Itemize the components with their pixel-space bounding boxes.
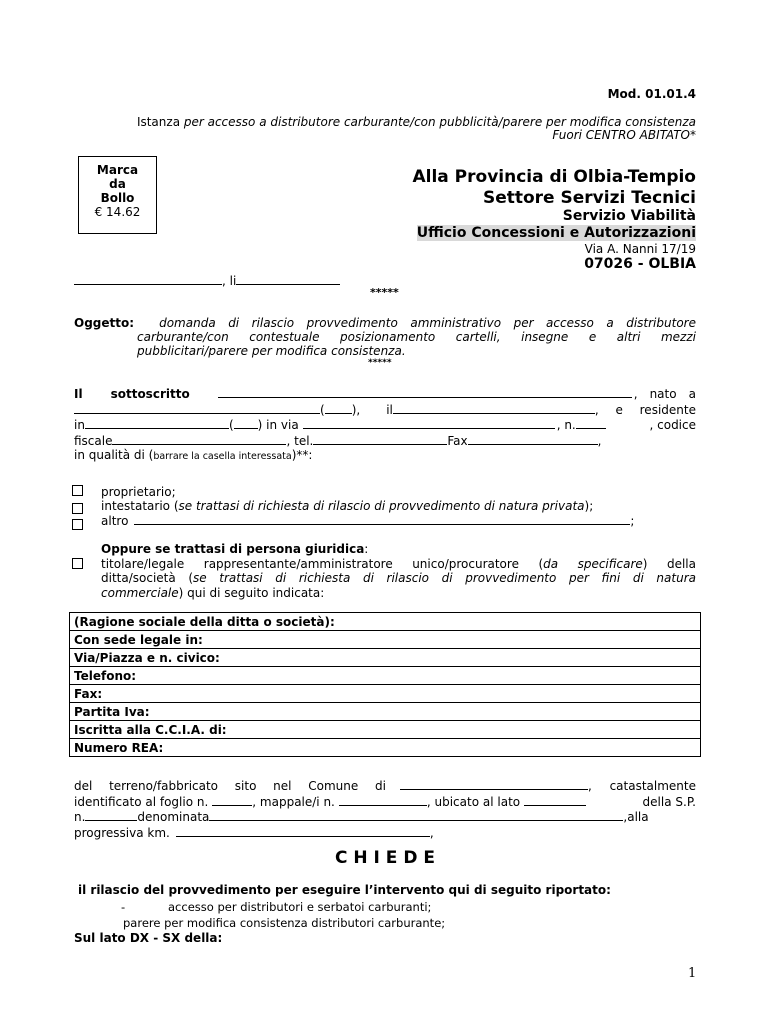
legal-text-italic: commerciale [101,585,179,600]
label-il-date: il [386,402,393,417]
chiede-heading: C H I E D E [335,848,435,868]
place-field[interactable] [74,273,222,285]
label-sp: della S.P. [642,794,696,809]
label-qualita: in qualità di ( [74,448,154,462]
recipient-line2: Settore Servizi Tecnici [482,188,696,208]
birthplace-field[interactable] [74,402,320,414]
option-intestatario-note: se trattasi di richiesta di rilascio di provvedimento di natura privata [178,499,585,513]
birthdate-field[interactable] [393,402,595,414]
request-heading: il rilascio del provvedimento per eseguire l’intervento qui di seguito riportato: [78,883,611,897]
option-proprietario: proprietario; [101,485,176,499]
legal-text: ditta/società ( [101,571,194,585]
progressiva-field[interactable] [176,825,430,837]
label-alla: ,alla [623,810,649,824]
birth-province-field[interactable] [325,402,352,414]
table-row[interactable] [70,649,701,667]
recipient-line1: Alla Provincia di Olbia-Tempio [412,167,696,187]
name-field[interactable] [218,386,632,398]
stamp-amount: € 14.62 [94,205,141,219]
paren-open: ( [320,402,325,417]
paren-close: ), [351,402,361,417]
label-codice: , codice [649,418,696,432]
residence-province-field[interactable] [234,417,258,429]
colon: : [364,542,369,556]
label-progressiva: progressiva km. [74,825,170,840]
table-row[interactable] [70,613,701,631]
street-field[interactable] [303,417,555,429]
request-dash: - [121,900,126,914]
option-altro: altro [101,514,129,528]
label-foglio: identificato al foglio n. [74,794,209,809]
label-fax: Fax [447,433,468,448]
option-intestatario-end: ); [584,499,594,513]
company-field-label: Partita Iva: [70,703,701,721]
label-il: Il [74,387,83,401]
legal-text: titolare/legale rappresentante/amministratore unico/procuratore ( [101,556,544,571]
stamp-label: Bollo [100,191,135,205]
model-number: Mod. 01.01.4 [607,87,696,101]
legal-heading: Oppure se trattasi di persona giuridica [101,542,365,556]
request-item-accesso: accesso per distributori e serbatoi carburanti; [168,900,432,914]
legal-text: ) della [642,556,696,571]
altro-field[interactable] [134,513,630,525]
company-field-label: Via/Piazza e n. civico: [70,649,701,667]
company-field-label: (Ragione sociale della ditta o società): [70,613,701,631]
recipient-city: 07026 - OLBIA [584,256,696,272]
table-row[interactable] [70,739,701,757]
mappale-field[interactable] [339,794,427,806]
lato-field[interactable] [524,794,586,806]
option-intestatario: intestatario ( [101,499,179,513]
oggetto-text: pubblicitari/parere per modifica consistenza. [137,344,406,358]
phone-field[interactable] [313,433,447,445]
applicant-block: Il sottoscritto , nato a ( ), il , e residente in ( ) in via , n. , codice fiscale , tel. Fax , in qualità di (barrare la casella interessata)**: [74,387,696,462]
checkbox-intestatario[interactable] [72,503,83,514]
label-sp-number: n. [74,810,86,824]
page-number: 1 [688,966,697,981]
sp-number-field[interactable] [85,809,137,821]
subject-italic: per accesso a distributore carburante/con pubblicità/parere per modifica consistenza [183,115,696,129]
label-number: , n. [556,418,576,432]
oggetto-text: domanda di rilascio provvedimento amministrativo per accesso a distributore [159,316,696,330]
company-field-label: Fax: [70,685,701,703]
label-sottoscritto: sottoscritto [110,387,190,401]
company-field-label: Iscritta alla C.C.I.A. di: [70,721,701,739]
label-in-via: ) in via [257,418,299,432]
oggetto-block [74,316,696,358]
label-mappale: , mappale/i n. [252,794,335,809]
foglio-field[interactable] [212,794,252,806]
subject-location: Fuori CENTRO ABITATO* [552,128,696,142]
legal-text: ) qui di seguito indicata: [178,585,325,600]
label-in: in [74,418,85,432]
table-row[interactable] [70,631,701,649]
semicolon: ; [630,514,635,528]
place-date-line [74,273,340,288]
company-field-label: Telefono: [70,667,701,685]
place-date-separator: , li [222,274,237,288]
recipient-address: Via A. Nanni 17/19 [584,242,696,256]
street-number-field[interactable] [576,417,606,429]
stamp-label: Marca [96,163,139,177]
table-row[interactable] [70,703,701,721]
company-field-label: Numero REA: [70,739,701,757]
table-row[interactable] [70,685,701,703]
company-field-label: Con sede legale in: [70,631,701,649]
checkbox-proprietario[interactable] [72,485,83,496]
label-qualita-end: )**: [291,448,313,462]
recipient-office: Ufficio Concessioni e Autorizzazioni [416,225,696,241]
stamp-label: da [109,177,126,191]
residence-city-field[interactable] [85,417,229,429]
label-lato: , ubicato al lato [426,794,521,809]
label-tel: , tel. [286,433,314,448]
form-subject [56,115,696,129]
company-data-table [69,612,701,757]
request-side: Sul lato DX - SX della: [74,931,223,945]
comma: , [597,433,602,448]
checkbox-altro[interactable] [72,519,83,530]
oggetto-label: Oggetto: [74,316,135,330]
legal-text-italic: da specificare [543,556,643,571]
label-qualita-hint: barrare la casella interessata [153,451,292,462]
date-field[interactable] [236,273,340,285]
table-row[interactable] [70,721,701,739]
recipient-line4 [417,225,696,241]
checkbox-persona-giuridica[interactable] [72,558,83,569]
oggetto-text: carburante/con contestuale posizionamento cartelli, insegne e altri mezzi [137,330,696,344]
separator-stars: ***** [368,358,392,368]
label-fiscale: fiscale [74,433,113,448]
comma: , [429,825,434,840]
legal-entity-block [101,542,696,600]
separator-stars: ***** [370,286,399,299]
label-denominata: denominata [137,810,210,824]
fax-field[interactable] [468,433,598,445]
qualita-options [101,485,636,528]
tax-code-field[interactable] [112,433,286,445]
comune-field[interactable] [400,778,588,790]
table-row[interactable] [70,667,701,685]
legal-text-italic: se trattasi di richiesta di rilascio di provvedimento per fini di natura [193,571,696,585]
land-block: del terreno/fabbricato sito nel Comune di , catastalmente identificato al foglio n. , mappale/i n. , ubicato al lato della S.P. n. denominata ,alla progressiva km. , [74,779,696,840]
denominata-field[interactable] [209,809,623,821]
request-item-parere: parere per modifica consistenza distributori carburante; [123,916,446,930]
recipient-line3: Servizio Viabilità [562,208,696,224]
revenue-stamp-box [78,156,157,234]
subject-plain: Istanza [136,115,184,129]
